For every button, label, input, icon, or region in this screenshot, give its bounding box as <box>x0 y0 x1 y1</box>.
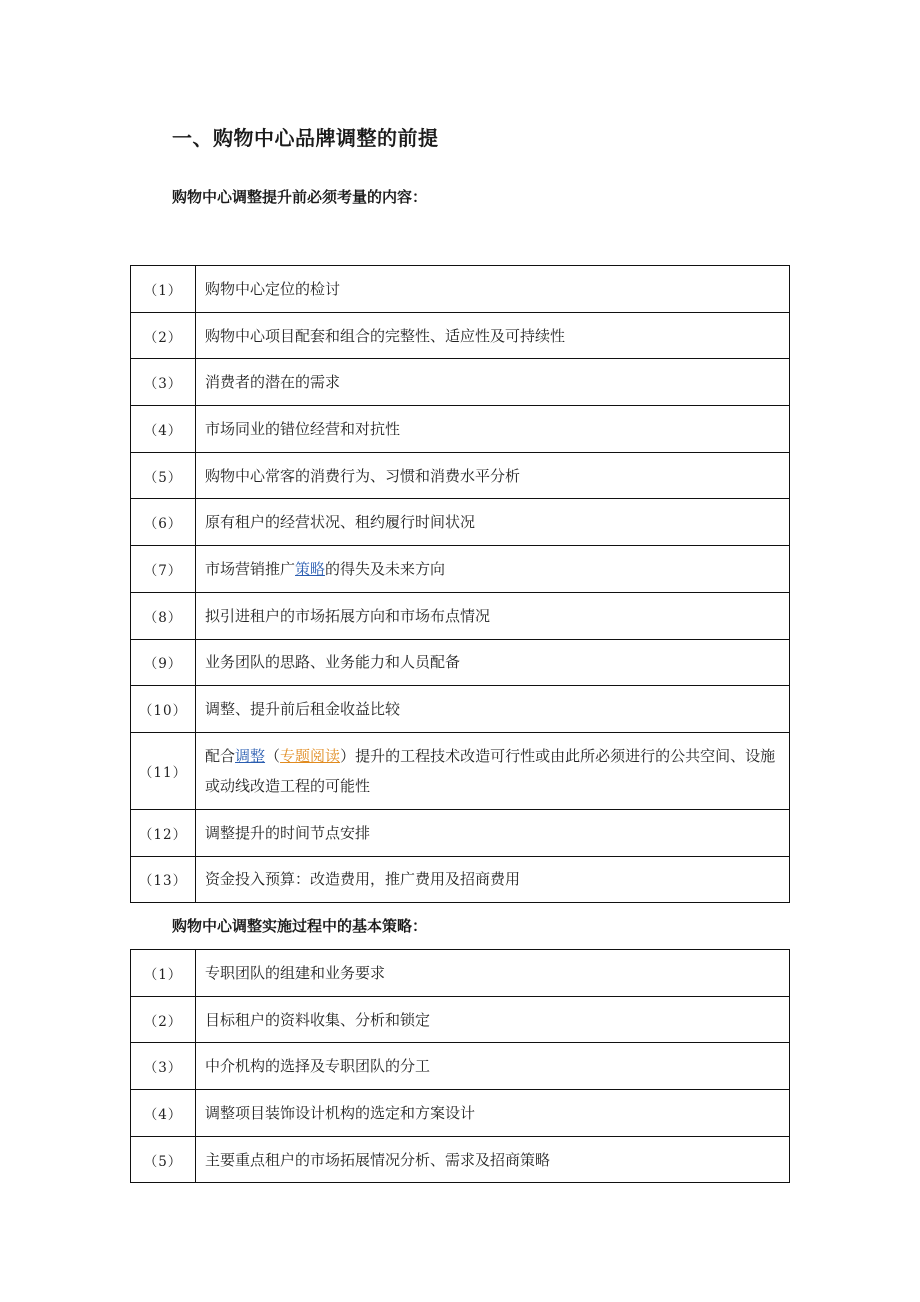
row-number: （3） <box>131 1043 196 1090</box>
table-row <box>131 1090 790 1137</box>
topic-reading-link[interactable]: 专题阅读 <box>280 746 341 765</box>
row-number: （5） <box>131 1136 196 1183</box>
row-text: 原有租户的经营状况、租约履行时间状况 <box>196 499 790 546</box>
row-text <box>196 732 790 809</box>
row-number: （11） <box>131 732 196 809</box>
row-number: （9） <box>131 639 196 686</box>
adjustment-link[interactable]: 调整 <box>235 746 266 765</box>
row-number: （3） <box>131 359 196 406</box>
section2-table <box>130 949 790 1183</box>
row-number: （13） <box>131 856 196 903</box>
row-number: （2） <box>131 312 196 359</box>
row-number: （4） <box>131 1090 196 1137</box>
row-text: 专职团队的组建和业务要求 <box>196 950 790 997</box>
table-row <box>131 266 790 313</box>
table-row <box>131 406 790 453</box>
row-text-pre: 市场营销推广 <box>205 559 296 578</box>
row-text: 购物中心项目配套和组合的完整性、适应性及可持续性 <box>196 312 790 359</box>
table-row <box>131 546 790 593</box>
table-row <box>131 452 790 499</box>
table-row <box>131 809 790 856</box>
table-row <box>131 639 790 686</box>
row-number: （6） <box>131 499 196 546</box>
row-text: 中介机构的选择及专职团队的分工 <box>196 1043 790 1090</box>
table-row <box>131 950 790 997</box>
row-text-post: 提升的工程技术改造可行性或由此所必须进行的公共空间、设施或动线改造工程的可能性 <box>205 746 776 795</box>
table-row <box>131 686 790 733</box>
row-number: （12） <box>131 809 196 856</box>
table-row <box>131 592 790 639</box>
row-number: （4） <box>131 406 196 453</box>
row-text: 主要重点租户的市场拓展情况分析、需求及招商策略 <box>196 1136 790 1183</box>
paren-open: （ <box>265 746 281 765</box>
table-row <box>131 359 790 406</box>
row-text: 调整提升的时间节点安排 <box>196 809 790 856</box>
row-text: 购物中心定位的检讨 <box>196 266 790 313</box>
row-text <box>196 546 790 593</box>
row-number: （10） <box>131 686 196 733</box>
table-row <box>131 312 790 359</box>
section1-heading: 购物中心调整提升前必须考量的内容： <box>172 188 428 206</box>
row-text-pre: 配合 <box>205 746 236 765</box>
row-text: 资金投入预算：改造费用，推广费用及招商费用 <box>196 856 790 903</box>
row-number: （1） <box>131 266 196 313</box>
row-text: 消费者的潜在的需求 <box>196 359 790 406</box>
row-text: 市场同业的错位经营和对抗性 <box>196 406 790 453</box>
row-number: （2） <box>131 996 196 1043</box>
row-text: 拟引进租户的市场拓展方向和市场布点情况 <box>196 592 790 639</box>
row-text: 目标租户的资料收集、分析和锁定 <box>196 996 790 1043</box>
table-row <box>131 996 790 1043</box>
row-text: 业务团队的思路、业务能力和人员配备 <box>196 639 790 686</box>
strategy-link[interactable]: 策略 <box>295 559 326 578</box>
row-text-post: 的得失及未来方向 <box>325 559 446 578</box>
row-text: 调整项目装饰设计机构的选定和方案设计 <box>196 1090 790 1137</box>
row-number: （7） <box>131 546 196 593</box>
row-number: （8） <box>131 592 196 639</box>
row-number: （1） <box>131 950 196 997</box>
table-row <box>131 1043 790 1090</box>
row-number: （5） <box>131 452 196 499</box>
section2-heading: 购物中心调整实施过程中的基本策略： <box>172 917 428 935</box>
section1-table <box>130 265 790 903</box>
table-row <box>131 732 790 809</box>
page-title: 一、购物中心品牌调整的前提 <box>172 126 439 150</box>
table-row <box>131 1136 790 1183</box>
row-text: 调整、提升前后租金收益比较 <box>196 686 790 733</box>
paren-close: ） <box>340 746 356 765</box>
table-row <box>131 856 790 903</box>
table-row <box>131 499 790 546</box>
row-text: 购物中心常客的消费行为、习惯和消费水平分析 <box>196 452 790 499</box>
